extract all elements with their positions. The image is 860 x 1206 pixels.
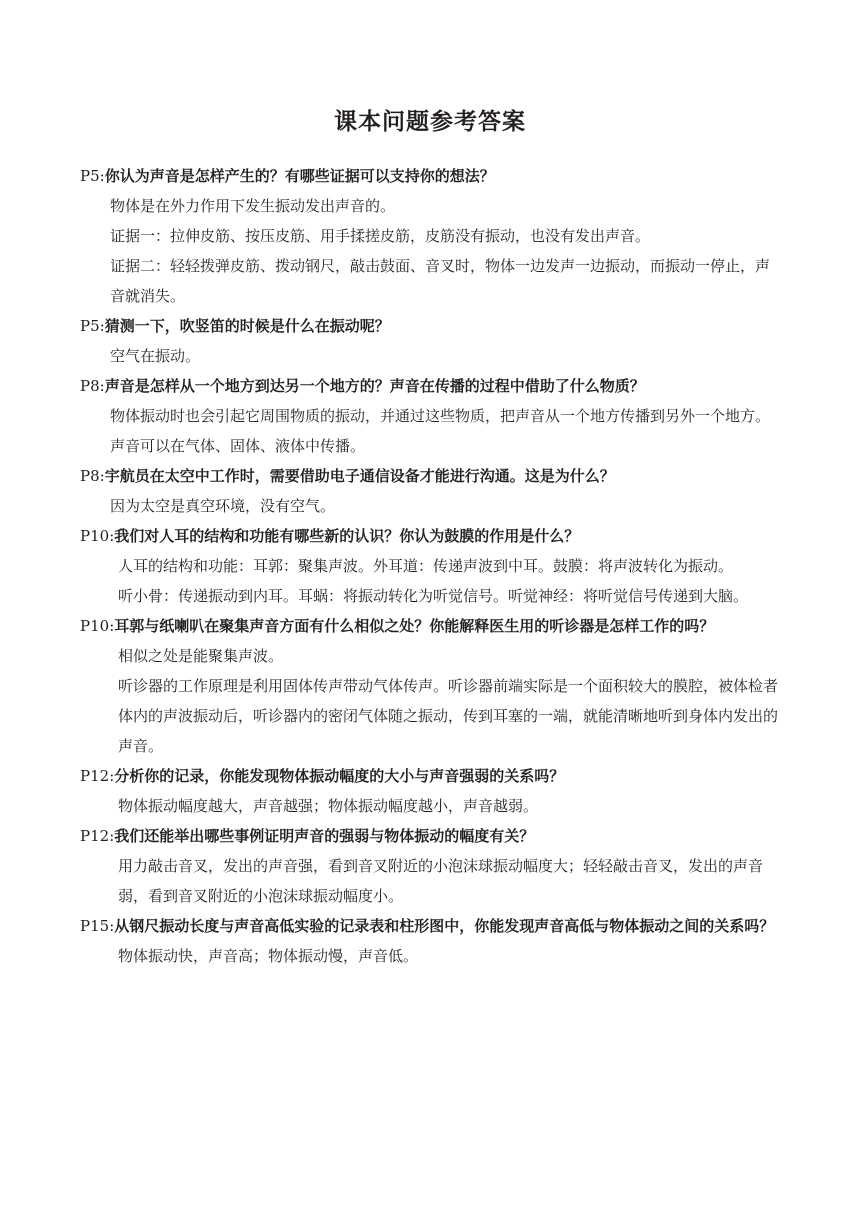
qa-item xyxy=(80,461,780,521)
answer: 听诊器的工作原理是利用固体传声带动气体传声。听诊器前端实际是一个面积较大的膜腔，被体检者体内的声波振动后，听诊器内的密闭气体随之振动，传到耳塞的一端，就能清晰地听到身体内发出的声音。 xyxy=(118,677,779,755)
answer: 证据一：拉伸皮筋、按压皮筋、用手揉搓皮筋，皮筋没有振动，也没有发出声音。 xyxy=(110,227,651,245)
question: P5:猜测一下，吹竖笛的时候是什么在振动呢？ xyxy=(80,317,390,335)
answer: 用力敲击音叉，发出的声音强，看到音叉附近的小泡沫球振动幅度大；轻轻敲击音叉，发出的声音弱，看到音叉附近的小泡沫球振动幅度小。 xyxy=(118,857,764,905)
question-text: 耳郭与纸喇叭在聚集声音方面有什么相似之处？你能解释医生用的听诊器是怎样工作的吗？ xyxy=(114,617,715,635)
answer: 物体是在外力作用下发生振动发出声音的。 xyxy=(110,197,396,215)
question-text: 猜测一下，吹竖笛的时候是什么在振动呢？ xyxy=(104,317,390,335)
qa-item xyxy=(80,821,780,911)
question: P10:耳郭与纸喇叭在聚集声音方面有什么相似之处？你能解释医生用的听诊器是怎样工作的吗？ xyxy=(80,617,715,635)
qa-item xyxy=(80,521,780,611)
page-ref: P8 xyxy=(80,377,100,395)
page-ref: P15 xyxy=(80,917,110,935)
question: P5:你认为声音是怎样产生的？有哪些证据可以支持你的想法？ xyxy=(80,167,495,185)
qa-item xyxy=(80,761,780,821)
question: P8:宇航员在太空中工作时，需要借助电子通信设备才能进行沟通。这是为什么？ xyxy=(80,467,615,485)
page-ref: P12 xyxy=(80,767,110,785)
answer: 人耳的结构和功能：耳郭：聚集声波。外耳道：传递声波到中耳。鼓膜：将声波转化为振动。 xyxy=(118,557,734,575)
question: P10:我们对人耳的结构和功能有哪些新的认识？你认为鼓膜的作用是什么？ xyxy=(80,527,580,545)
page-title: 课本问题参考答案 xyxy=(334,108,526,135)
answer: 相似之处是能聚集声波。 xyxy=(118,647,284,665)
answer: 空气在振动。 xyxy=(110,347,201,365)
question: P8:声音是怎样从一个地方到达另一个地方的？声音在传播的过程中借助了什么物质？ xyxy=(80,377,645,395)
question-text: 我们还能举出哪些事例证明声音的强弱与物体振动的幅度有关？ xyxy=(114,827,535,845)
qa-item xyxy=(80,611,780,761)
answer: 因为太空是真空环境，没有空气。 xyxy=(110,497,336,515)
qa-item xyxy=(80,911,780,971)
question-text: 你认为声音是怎样产生的？有哪些证据可以支持你的想法？ xyxy=(104,167,495,185)
answer: 听小骨：传递振动到内耳。耳蜗：将振动转化为听觉信号。听觉神经：将听觉信号传递到大脑。 xyxy=(118,587,749,605)
question-text: 分析你的记录，你能发现物体振动幅度的大小与声音强弱的关系吗？ xyxy=(114,767,565,785)
qa-item xyxy=(80,311,780,371)
page-ref: P8 xyxy=(80,467,100,485)
question: P12:分析你的记录，你能发现物体振动幅度的大小与声音强弱的关系吗？ xyxy=(80,767,565,785)
qa-item xyxy=(80,161,780,311)
page-ref: P10 xyxy=(80,527,110,545)
page-ref: P5 xyxy=(80,167,100,185)
answer: 物体振动幅度越大，声音越强；物体振动幅度越小，声音越弱。 xyxy=(118,797,539,815)
question-text: 我们对人耳的结构和功能有哪些新的认识？你认为鼓膜的作用是什么？ xyxy=(114,527,580,545)
question: P15:从钢尺振动长度与声音高低实验的记录表和柱形图中，你能发现声音高低与物体振动之间的关系吗？ xyxy=(80,917,775,935)
question-text: 宇航员在太空中工作时，需要借助电子通信设备才能进行沟通。这是为什么？ xyxy=(104,467,615,485)
answer: 物体振动快，声音高；物体振动慢，声音低。 xyxy=(118,947,419,965)
page-ref: P12 xyxy=(80,827,110,845)
qa-list xyxy=(80,161,780,971)
page-ref: P5 xyxy=(80,317,100,335)
answer: 物体振动时也会引起它周围物质的振动，并通过这些物质，把声音从一个地方传播到另外一个地方。声音可以在气体、固体、液体中传播。 xyxy=(110,407,771,455)
qa-item xyxy=(80,371,780,461)
question: P12:我们还能举出哪些事例证明声音的强弱与物体振动的幅度有关？ xyxy=(80,827,535,845)
page-ref: P10 xyxy=(80,617,110,635)
answer: 证据二：轻轻拨弹皮筋、拨动钢尺，敲击鼓面、音叉时，物体一边发声一边振动，而振动一停止，声音就消失。 xyxy=(110,257,771,305)
question-text: 从钢尺振动长度与声音高低实验的记录表和柱形图中，你能发现声音高低与物体振动之间的关系吗？ xyxy=(114,917,775,935)
question-text: 声音是怎样从一个地方到达另一个地方的？声音在传播的过程中借助了什么物质？ xyxy=(104,377,645,395)
